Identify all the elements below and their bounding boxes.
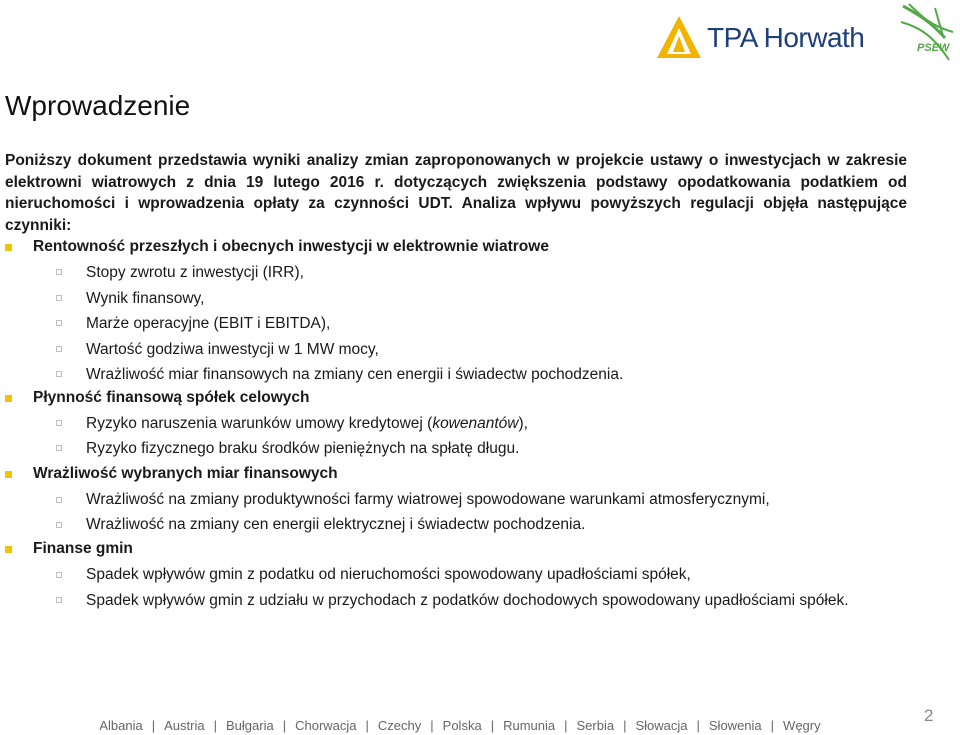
bullet-hollow-icon [56,420,62,426]
footer-country: Albania [99,718,143,733]
footer-separator: | [490,718,495,733]
footer-country: Polska [442,718,482,733]
footer-country: Słowacja [635,718,688,733]
page-title: Wprowadzenie [5,90,191,121]
section-heading: Wrażliwość wybranych miar finansowych [33,465,338,482]
list-item: Stopy zwrotu z inwestycji (IRR), [86,264,304,281]
bullet-hollow-icon [56,597,62,603]
footer-separator: | [430,718,434,733]
footer-separator: | [151,718,156,733]
footer-country: Czechy [377,718,422,733]
footer-separator: | [282,718,287,733]
bullet-hollow-icon [56,269,62,275]
list-item-text: Ryzyko naruszenia warunków umowy kredytowej ( [86,415,433,432]
psew-logo-text: PSEW [917,42,950,54]
bullet-square-icon [5,546,12,553]
footer-country: Bułgaria [226,718,274,733]
psew-logo [895,2,957,64]
tpa-logo-text: TPA Horwath [707,22,865,53]
list-item-text: ), [518,415,528,432]
footer-country: Węgry [783,718,821,733]
bullet-hollow-icon [56,572,62,578]
list-item: Spadek wpływów gmin z udziału w przychodach z podatków dochodowych spowodowany upadłościami spółek. [86,592,849,609]
page-number: 2 [924,706,934,725]
footer-country: Chorwacja [295,718,357,733]
footer-country: Serbia [576,718,615,733]
section-heading: Rentowność przeszłych i obecnych inwestycji w elektrownie wiatrowe [33,238,549,255]
intro-paragraph: Poniższy dokument przedstawia wyniki analizy zmian zaproponowanych w projekcie ustawy o inwestycjach w zakresie elektrowni wiatrowych z dnia 19 lutego 2016 r. dotyczących zwiększenia podstawy opodatkowania podatkiem od nieruchomości i wprowadzenia opłaty za czynności UDT. Analiza wpływu powyższych regulacji objęła następujące czynniki: [5,152,907,234]
list-item: Wrażliwość na zmiany produktywności farmy wiatrowej spowodowane warunkami atmosferycznymi, [86,491,770,508]
list-item: Ryzyko fizycznego braku środków pieniężnych na spłatę długu. [86,440,520,457]
footer-country: Słowenia [708,718,762,733]
bullet-square-icon [5,244,12,251]
bullet-hollow-icon [56,522,62,528]
footer-country-list [0,718,920,733]
bullet-hollow-icon [56,371,62,377]
bullet-square-icon [5,471,12,478]
footer-separator: | [213,718,217,733]
footer-separator: | [696,718,700,733]
footer-country: Rumunia [503,718,556,733]
bullet-hollow-icon [56,320,62,326]
footer-country: Austria [164,718,205,733]
footer-separator: | [564,718,568,733]
list-item-italic: kowenantów [432,415,519,432]
bullet-square-icon [5,395,12,402]
list-item: Wrażliwość miar finansowych na zmiany cen energii i świadectw pochodzenia. [86,366,624,383]
footer-separator: | [365,718,369,733]
section-heading: Finanse gmin [33,540,133,557]
list-item [86,415,528,433]
list-item: Wrażliwość na zmiany cen energii elektrycznej i świadectw pochodzenia. [86,516,586,533]
footer-separator: | [770,718,775,733]
wind-turbine-icon [895,2,957,64]
list-item: Spadek wpływów gmin z podatku od nieruchomości spowodowany upadłościami spółek, [86,566,691,583]
bullet-hollow-icon [56,295,62,301]
list-item: Wartość godziwa inwestycji w 1 MW mocy, [86,341,379,358]
bullet-hollow-icon [56,445,62,451]
list-item: Wynik finansowy, [86,290,205,307]
tpa-triangle-icon [655,14,703,62]
section-heading: Płynność finansową spółek celowych [33,389,310,406]
bullet-hollow-icon [56,497,62,503]
tpa-horwath-logo [655,14,885,62]
footer-separator: | [623,718,627,733]
list-item: Marże operacyjne (EBIT i EBITDA), [86,315,331,332]
bullet-hollow-icon [56,346,62,352]
